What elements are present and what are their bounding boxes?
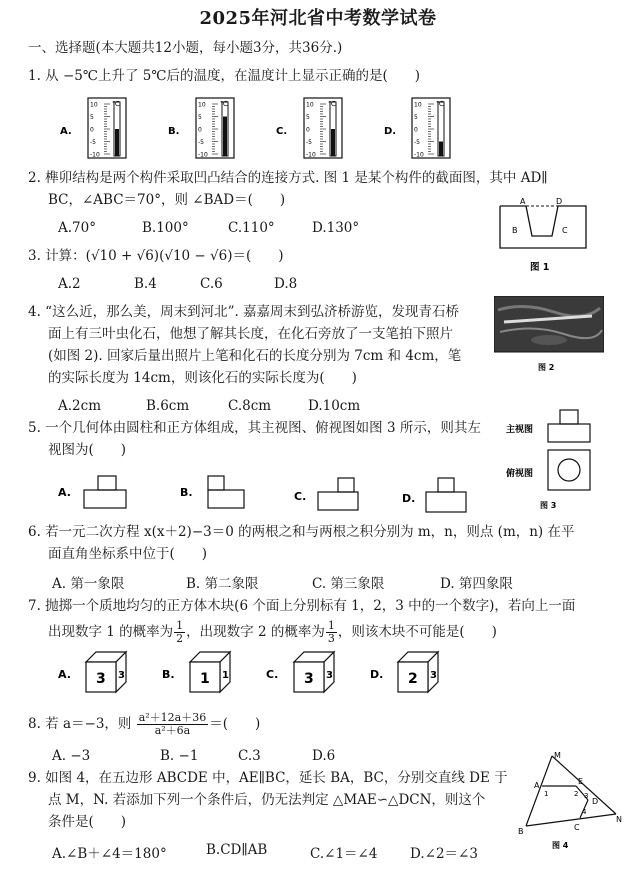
q4-line2: 面上有三叶虫化石，他想了解其长度，在化石旁放了一支笔拍下照片 bbox=[48, 326, 453, 342]
tick-label: 0 bbox=[198, 126, 202, 134]
q6-line2: 面直角坐标系中位于( ) bbox=[48, 546, 208, 562]
q2-line2: BC，∠ABC＝70°，则 ∠BAD＝( ) bbox=[48, 192, 286, 208]
q2-fig-label-b: B bbox=[512, 226, 518, 235]
q5-line2: 视图为( ) bbox=[48, 442, 127, 458]
q9-option-b[interactable]: B.CD∥AB bbox=[206, 842, 268, 858]
q4-figure-2-photo bbox=[494, 296, 604, 376]
q2-fig-label-a: A bbox=[520, 197, 526, 206]
q9-option-d[interactable]: D.∠2＝∠3 bbox=[410, 846, 478, 862]
q2-fig-label-d: D bbox=[556, 197, 563, 206]
q5-line1: 5. 一个几何体由圆柱和正方体组成，其主视图、俯视图如图 3 所示，则其左 bbox=[28, 420, 481, 436]
tick-label: -10 bbox=[90, 151, 100, 159]
q8-option-b[interactable]: B. −1 bbox=[160, 748, 199, 764]
q5-options-figures bbox=[58, 470, 478, 520]
q5-option-c[interactable]: C. bbox=[294, 490, 307, 503]
q1-option-label[interactable]: A. bbox=[60, 126, 72, 137]
cube-side-number: 3 bbox=[326, 670, 333, 681]
q1-option-label[interactable]: D. bbox=[384, 126, 397, 137]
q1-option-label[interactable]: B. bbox=[168, 126, 180, 137]
cube-side-number: 1 bbox=[222, 670, 229, 681]
q8-option-a[interactable]: A. −3 bbox=[52, 748, 91, 764]
q4-line4: 的实际长度为 14cm，则该化石的实际长度为( ) bbox=[48, 370, 357, 386]
cube-front-number: 3 bbox=[304, 671, 314, 687]
q4-line1: 4. “这么近，那么美，周末到河北”. 嘉嘉周末到弘济桥游览，发现青石桥 bbox=[28, 304, 460, 320]
q2-figure-1 bbox=[494, 196, 594, 276]
q4-option-b[interactable]: B.6cm bbox=[146, 398, 190, 414]
tick-label: 0 bbox=[306, 126, 310, 134]
cube-front-number: 3 bbox=[96, 671, 106, 687]
tick-label: -5 bbox=[198, 139, 204, 146]
tick-label: -10 bbox=[306, 151, 316, 159]
page-title: 2025年河北省中考数学试卷 bbox=[199, 8, 437, 29]
q6-line1: 6. 若一元二次方程 x(x＋2)−3＝0 的两根之和与两根之积分别为 m，n，则点 (m，n) 在平 bbox=[28, 524, 575, 540]
q2-option-c[interactable]: C.110° bbox=[228, 220, 275, 236]
tick-label: 10 bbox=[414, 101, 422, 109]
svg-text:A: A bbox=[534, 781, 540, 790]
thermometer-liquid bbox=[223, 117, 227, 157]
q8-text-b: ＝( ) bbox=[209, 716, 261, 732]
q6-option-b[interactable]: B. 第二象限 bbox=[186, 576, 259, 592]
q7-option-label[interactable]: D. bbox=[370, 668, 384, 681]
tick-label: 0 bbox=[414, 126, 418, 134]
svg-text:M: M bbox=[554, 751, 561, 760]
q1-text: 1. 从 −5℃上升了 5℃后的温度，在温度计上显示正确的是( ) bbox=[28, 68, 420, 84]
q9-line3: 条件是( ) bbox=[48, 814, 127, 830]
thermometer-liquid bbox=[331, 129, 335, 156]
section-heading: 一、选择题(本大题共12小题，每小题3分，共36分.) bbox=[28, 40, 343, 56]
svg-text:B: B bbox=[518, 827, 524, 836]
q5-top-view-label: 俯视图 bbox=[506, 469, 534, 479]
q7-cube-options bbox=[58, 648, 458, 704]
q6-option-a[interactable]: A. 第一象限 bbox=[52, 576, 125, 592]
q3-option-d[interactable]: D.8 bbox=[274, 276, 298, 292]
q5-caption: 图 3 bbox=[540, 501, 557, 510]
q2-fig-label-c: C bbox=[562, 226, 568, 235]
svg-text:N: N bbox=[616, 815, 622, 824]
q2-caption: 图 1 bbox=[530, 262, 550, 273]
q7-option-label[interactable]: B. bbox=[162, 668, 175, 681]
q1-option-label[interactable]: C. bbox=[276, 126, 288, 137]
q4-caption: 图 2 bbox=[538, 363, 555, 372]
tick-label: -5 bbox=[90, 139, 96, 146]
tick-label: 10 bbox=[306, 101, 314, 109]
tick-label: 10 bbox=[198, 101, 206, 109]
q8-option-c[interactable]: C.3 bbox=[238, 748, 261, 764]
q7-line1: 7. 抛掷一个质地均匀的正方体木块(6 个面上分别标有 1，2，3 中的一个数字)，若向上一面 bbox=[28, 598, 576, 614]
q9-option-c[interactable]: C.∠1＝∠4 bbox=[310, 846, 378, 862]
q6-option-d[interactable]: D. 第四象限 bbox=[440, 576, 513, 592]
q2-line1: 2. 榫卯结构是两个构件采取凹凸结合的连接方式. 图 1 是某个构件的截面图，其中 AD∥ bbox=[28, 170, 548, 186]
q2-option-a[interactable]: A.70° bbox=[58, 220, 96, 236]
tick-label: 5 bbox=[90, 114, 94, 121]
svg-text:2: 2 bbox=[574, 790, 579, 798]
q2-option-b[interactable]: B.100° bbox=[142, 220, 189, 236]
q5-figure-3 bbox=[500, 404, 610, 514]
tick-label: 5 bbox=[198, 114, 202, 121]
tick-label: -10 bbox=[414, 151, 424, 159]
svg-text:℃: ℃ bbox=[436, 100, 444, 108]
q8-option-d[interactable]: D.6 bbox=[312, 748, 336, 764]
q4-line3: (如图 2). 回家后量出照片上笔和化石的长度分别为 7cm 和 4cm，笔 bbox=[48, 348, 462, 364]
tick-label: 10 bbox=[90, 101, 98, 109]
q7-fraction-one-half: $\frac{1}{2}$ bbox=[176, 619, 184, 645]
q8-line bbox=[28, 712, 260, 737]
svg-text:E: E bbox=[578, 777, 584, 786]
q9-figure-4 bbox=[512, 748, 624, 854]
q5-option-d[interactable]: D. bbox=[402, 492, 416, 505]
q3-text: 3. 计算：(√10 + √6)(√10 − √6)＝( ) bbox=[28, 248, 284, 264]
cube-side-number: 3 bbox=[118, 670, 125, 681]
svg-text:4: 4 bbox=[582, 808, 587, 816]
cube-front-number: 2 bbox=[408, 671, 418, 687]
q5-option-a[interactable]: A. bbox=[58, 486, 71, 499]
q9-line1: 9. 如图 4，在五边形 ABCDE 中，AE∥BC，延长 BA，BC，分别交直线 DE 于 bbox=[28, 770, 508, 786]
tick-label: -5 bbox=[306, 139, 312, 146]
q7-line2-part-c: ，则该木块不可能是( ) bbox=[337, 624, 497, 640]
q7-option-label[interactable]: C. bbox=[266, 668, 279, 681]
q7-option-label[interactable]: A. bbox=[58, 668, 71, 681]
q3-option-c[interactable]: C.6 bbox=[200, 276, 223, 292]
cube-front-number: 1 bbox=[200, 671, 210, 687]
svg-text:℃: ℃ bbox=[328, 100, 336, 108]
q6-option-c[interactable]: C. 第三象限 bbox=[312, 576, 385, 592]
q9-line2: 点 M，N. 若添加下列一个条件后，仍无法判定 △MAE∽△DCN，则这个 bbox=[48, 792, 486, 808]
q7-line2-part-a: 出现数字 1 的概率为 bbox=[48, 624, 174, 640]
tick-label: -5 bbox=[414, 139, 420, 146]
tick-label: 5 bbox=[306, 114, 310, 121]
q8-text-a: 8. 若 a＝−3，则 bbox=[28, 716, 132, 732]
q3-option-a[interactable]: A.2 bbox=[58, 276, 81, 292]
thermometer-liquid bbox=[439, 142, 443, 157]
q1-thermometers bbox=[60, 96, 460, 162]
svg-text:℃: ℃ bbox=[220, 100, 228, 108]
q9-caption: 图 4 bbox=[552, 841, 569, 850]
q7-line2-part-b: ，出现数字 2 的概率为 bbox=[186, 624, 325, 640]
q4-option-c[interactable]: C.8cm bbox=[228, 398, 272, 414]
svg-text:D: D bbox=[592, 797, 599, 806]
svg-text:C: C bbox=[574, 823, 580, 832]
q2-option-d[interactable]: D.130° bbox=[312, 220, 360, 236]
q5-front-view-label: 主视图 bbox=[506, 425, 534, 435]
q4-option-d[interactable]: D.10cm bbox=[308, 398, 361, 414]
tick-label: -10 bbox=[198, 151, 208, 159]
tick-label: 5 bbox=[414, 114, 418, 121]
svg-text:3: 3 bbox=[584, 792, 589, 800]
svg-text:1: 1 bbox=[544, 790, 549, 798]
svg-text:℃: ℃ bbox=[112, 100, 120, 108]
q3-option-b[interactable]: B.4 bbox=[134, 276, 157, 292]
q5-option-b[interactable]: B. bbox=[180, 486, 193, 499]
thermometer-liquid bbox=[115, 129, 119, 156]
q7-line2 bbox=[48, 620, 497, 645]
q8-fraction: $\frac{\text{a²＋12a＋36}}{\text{a²＋6a}}$ bbox=[138, 711, 207, 737]
q4-option-a[interactable]: A.2cm bbox=[58, 398, 101, 414]
tick-label: 0 bbox=[90, 126, 94, 134]
q9-option-a[interactable]: A.∠B＋∠4＝180° bbox=[52, 846, 167, 862]
q7-fraction-one-third: $\frac{1}{3}$ bbox=[327, 619, 335, 645]
cube-side-number: 3 bbox=[430, 670, 437, 681]
